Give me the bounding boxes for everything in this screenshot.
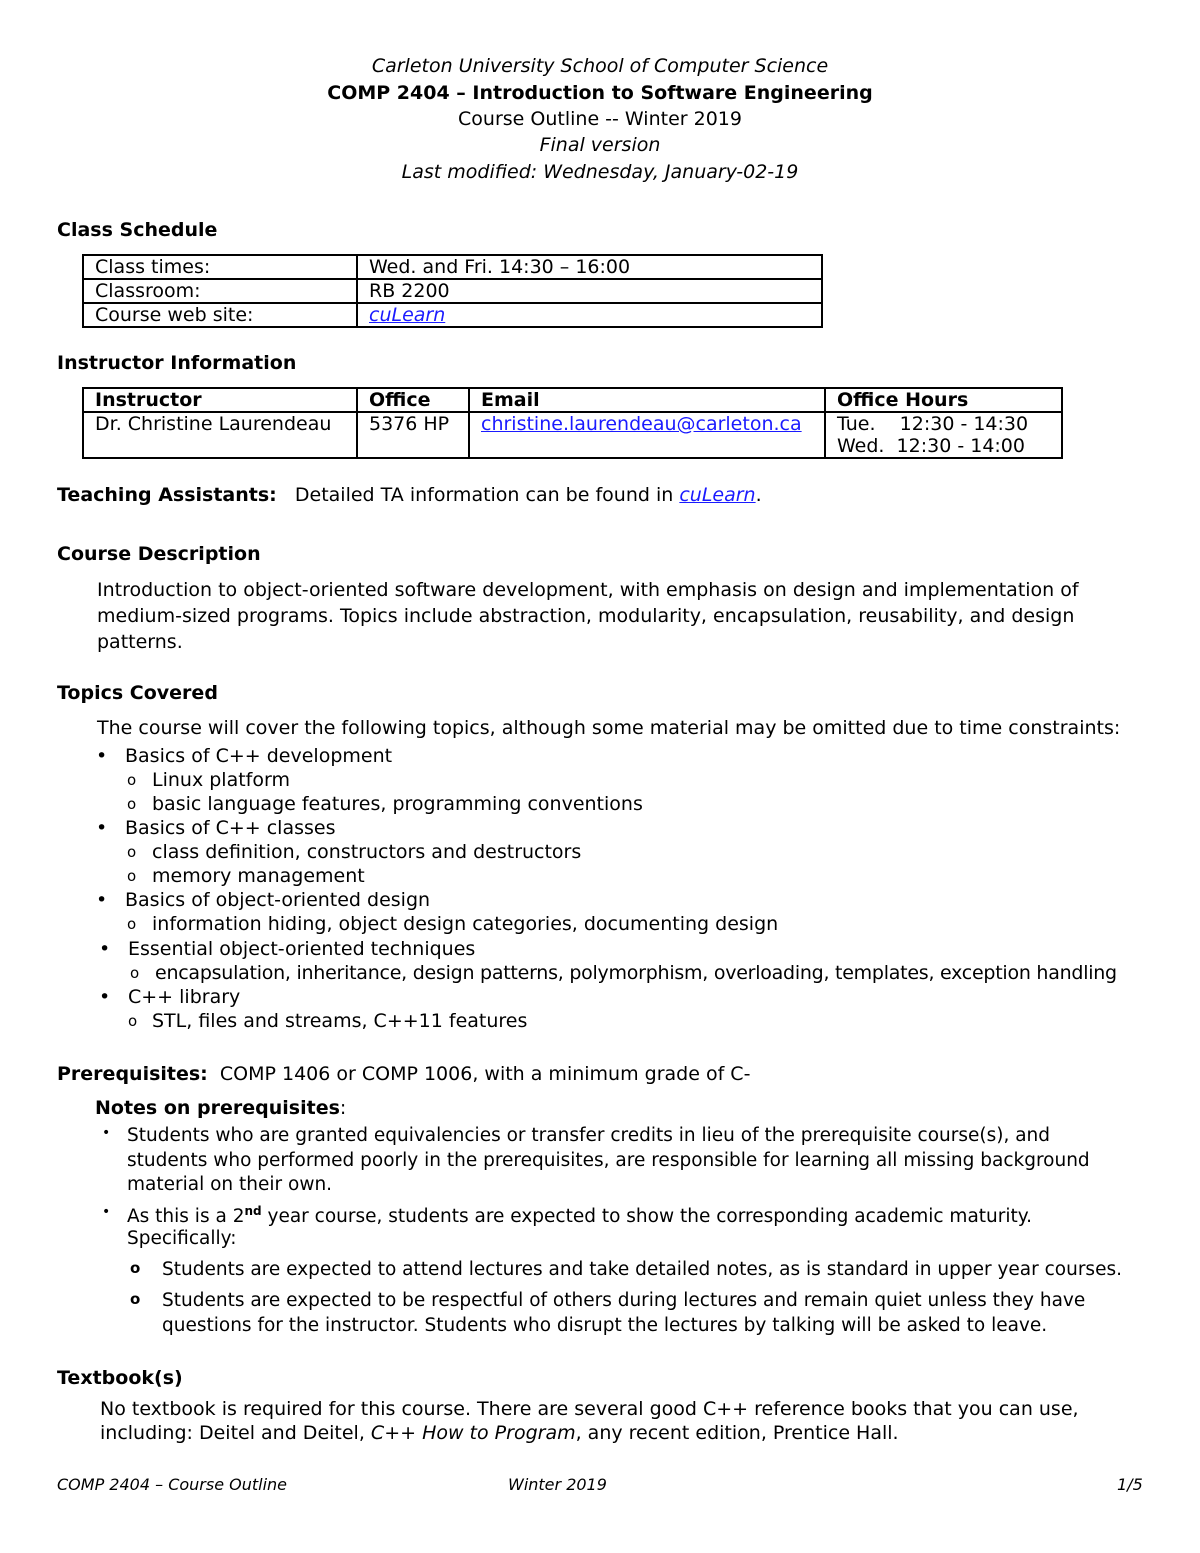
instructor-heading: Instructor Information: [57, 352, 297, 374]
description-line: patterns.: [97, 631, 183, 653]
list-item: [99, 986, 110, 1008]
schedule-label: Classroom:: [83, 279, 357, 303]
topics-intro: The course will cover the following topics, although some material may be omitted due to time constraints:: [97, 717, 1121, 739]
note-line: Students are expected to attend lectures and take detailed notes, as is standard in upper year courses.: [162, 1259, 1122, 1280]
list-item: [96, 817, 107, 839]
office-hours-wed: Wed. 12:30 - 14:00: [837, 435, 1025, 457]
bullet-icon: •: [99, 986, 111, 1008]
schedule-label: Course web site:: [83, 303, 357, 327]
textbook-text: [100, 1397, 1079, 1445]
sub-bullet-icon: o: [127, 867, 137, 885]
ta-text: Detailed TA information can be found in: [294, 484, 674, 506]
schedule-value: Wed. and Fri. 14:30 – 16:00: [357, 255, 822, 279]
instructor-name: Dr. Christine Laurendeau: [83, 412, 357, 458]
note-line: Students who are granted equivalencies or transfer credits in lieu of the prerequisite course(s), and: [127, 1125, 1051, 1146]
description-heading: Course Description: [57, 543, 261, 565]
list-item: Basics of C++ development: [125, 745, 393, 767]
description-line: Introduction to object-oriented software development, with emphasis on design and implementation of: [97, 579, 1079, 601]
list-item: [99, 938, 110, 960]
schedule-value: RB 2200: [357, 279, 822, 303]
instructor-office: 5376 HP: [357, 412, 469, 458]
footer-left: COMP 2404 – Course Outline: [57, 1475, 288, 1494]
prerequisites-line: [57, 1061, 750, 1087]
note-line: [127, 1204, 1032, 1227]
prereq-label: Prerequisites:: [57, 1063, 208, 1085]
list-item: memory management: [152, 865, 365, 887]
schedule-table: [82, 254, 823, 328]
version-line: Final version: [539, 134, 661, 156]
instructor-email-cell: [469, 412, 825, 458]
ta-end: .: [755, 484, 762, 506]
topics-heading: Topics Covered: [57, 682, 218, 704]
list-item: Essential object-oriented techniques: [128, 938, 476, 960]
sub-bullet-icon: o: [127, 915, 137, 933]
sub-bullet-icon: o: [127, 795, 137, 813]
sub-bullet-icon: o: [127, 843, 137, 861]
note-line: Students are expected to be respectful of others during lectures and remain quiet unless they have: [162, 1290, 1086, 1311]
culearn-link[interactable]: cuLearn: [369, 304, 446, 326]
list-item: [96, 889, 107, 911]
textbook-text-pre: including: Deitel and Deitel,: [100, 1422, 371, 1444]
bullet-icon: •: [96, 889, 108, 911]
note-line: material on their own.: [127, 1174, 333, 1195]
ta-culearn-link[interactable]: cuLearn: [679, 484, 756, 506]
prereq-notes-heading: [95, 1095, 346, 1121]
col-header-instructor: Instructor: [83, 388, 357, 412]
textbook-text-post: , any recent edition, Prentice Hall.: [575, 1422, 899, 1444]
list-item: Linux platform: [152, 769, 290, 791]
sub-bullet-icon: o: [128, 1012, 138, 1030]
ta-label: Teaching Assistants:: [57, 484, 277, 506]
ta-line: [57, 482, 762, 508]
bullet-icon: •: [102, 1204, 111, 1220]
schedule-label: Class times:: [83, 255, 357, 279]
office-hours-cell: [825, 412, 1062, 458]
prereq-text: COMP 1406 or COMP 1006, with a minimum grade of C-: [219, 1063, 751, 1085]
bullet-icon: •: [102, 1125, 111, 1141]
list-item: encapsulation, inheritance, design patterns, polymorphism, overloading, templates, exception handling: [155, 962, 1117, 984]
institution-line: Carleton University School of Computer Science: [371, 55, 829, 77]
description-text: [97, 577, 1079, 655]
table-row: [83, 279, 822, 303]
note-sup: nd: [244, 1204, 262, 1218]
footer-middle: Winter 2019: [508, 1475, 607, 1494]
outline-line: Course Outline -- Winter 2019: [458, 108, 742, 130]
list-item: class definition, constructors and destructors: [152, 841, 582, 863]
note-text: year course, students are expected to show the corresponding academic maturity.: [261, 1206, 1032, 1228]
textbook-line: No textbook is required for this course. There are several good C++ reference books that you can use,: [100, 1398, 1079, 1420]
note-text: As this is a 2: [127, 1206, 245, 1228]
sub-bullet-icon: o: [130, 1290, 141, 1308]
class-schedule-heading: Class Schedule: [57, 219, 218, 241]
list-item: basic language features, programming conventions: [152, 793, 643, 815]
office-hours-tue: Tue. 12:30 - 14:30: [837, 413, 1029, 435]
notes-heading: Notes on prerequisites: [95, 1097, 340, 1119]
bullet-icon: •: [99, 938, 111, 960]
bullet-icon: •: [96, 817, 108, 839]
instructor-table: [82, 387, 1063, 459]
list-item: [96, 745, 107, 767]
modified-line: Last modified: Wednesday, January-02-19: [401, 161, 799, 183]
textbook-title: C++ How to Program: [370, 1422, 576, 1444]
course-title: COMP 2404 – Introduction to Software Engineering: [327, 82, 873, 104]
description-line: medium-sized programs. Topics include abstraction, modularity, encapsulation, reusability, and design: [97, 605, 1075, 627]
notes-colon: :: [339, 1097, 347, 1119]
sub-bullet-icon: o: [130, 964, 140, 982]
table-row: [83, 255, 822, 279]
list-item: information hiding, object design categories, documenting design: [152, 913, 779, 935]
list-item: STL, files and streams, C++11 features: [152, 1010, 528, 1032]
table-row: [83, 412, 1062, 458]
note-line: students who performed poorly in the prerequisites, are responsible for learning all missing background: [127, 1150, 1090, 1171]
list-item: Basics of C++ classes: [125, 817, 336, 839]
note-line: questions for the instructor. Students who disrupt the lectures by talking will be asked to leave.: [162, 1315, 1048, 1336]
table-row: [83, 388, 1062, 412]
page-number: 1/5: [1117, 1475, 1143, 1494]
col-header-office: Office: [357, 388, 469, 412]
col-header-email: Email: [469, 388, 825, 412]
textbook-heading: Textbook(s): [57, 1367, 183, 1389]
sub-bullet-icon: o: [130, 1259, 141, 1277]
note-line: Specifically:: [127, 1228, 237, 1249]
bullet-icon: •: [96, 745, 108, 767]
col-header-office-hours: Office Hours: [825, 388, 1062, 412]
list-item: C++ library: [128, 986, 241, 1008]
list-item: Basics of object-oriented design: [125, 889, 431, 911]
instructor-email-link[interactable]: christine.laurendeau@carleton.ca: [481, 413, 802, 435]
textbook-line: [100, 1421, 1079, 1445]
sub-bullet-icon: o: [127, 771, 137, 789]
schedule-value-cell: [357, 303, 822, 327]
table-row: [83, 303, 822, 327]
